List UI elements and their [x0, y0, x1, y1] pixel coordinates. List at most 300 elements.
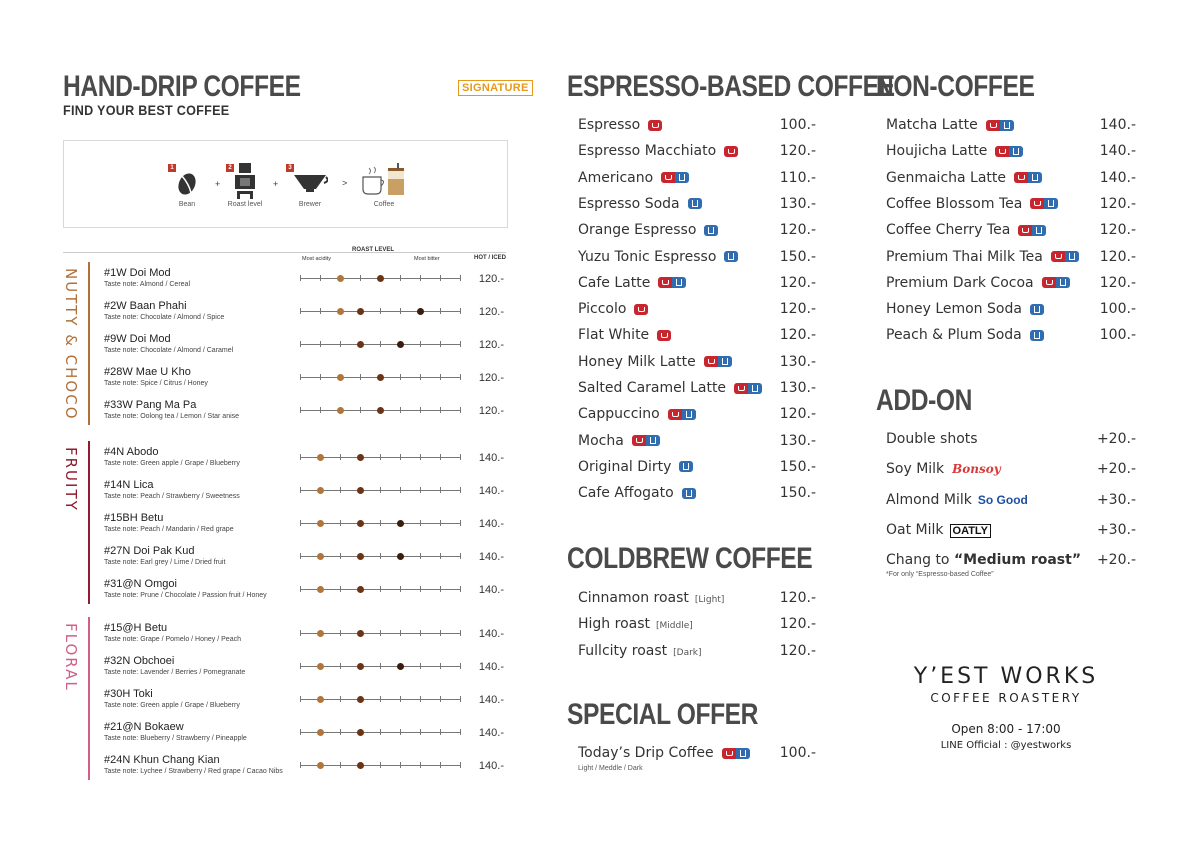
roast-level-dot: [397, 553, 404, 560]
iced-icon: [679, 461, 693, 472]
roast-level-dot: [357, 520, 364, 527]
special-item-name: Today’s Drip Coffee: [578, 745, 714, 761]
menu-item-name: Coffee Blossom Tea: [886, 195, 1023, 212]
roast-tick: [380, 729, 381, 735]
menu-item: [578, 354, 732, 370]
hot-iced-icons: [658, 277, 686, 288]
hot-icon: [661, 172, 675, 183]
bean-price: 140.-: [478, 551, 504, 563]
roast-tick: [300, 520, 301, 526]
roast-tick: [380, 454, 381, 460]
coldbrew-item-name: High roast: [578, 616, 651, 633]
milk-brand-logo: Bonsoy: [952, 462, 1001, 477]
roast-tick: [460, 696, 461, 702]
bean-price: 140.-: [478, 760, 504, 772]
roast-tick: [380, 487, 381, 493]
taste-note-prefix: Taste note:: [104, 669, 139, 676]
roast-tick: [460, 275, 461, 281]
menu-item: [578, 196, 702, 212]
roast-tick: [380, 696, 381, 702]
roast-level-dot: [317, 663, 324, 670]
menu-item: [886, 249, 1079, 265]
coffee-cups-icon: [360, 163, 410, 202]
hot-iced-icons: [657, 330, 671, 341]
bean-price: 120.-: [478, 405, 504, 417]
bean-taste-note: [104, 380, 208, 387]
roast-tick: [460, 374, 461, 380]
roast-level-dot: [337, 374, 344, 381]
menu-item-name: Cappuccino: [578, 406, 660, 423]
roast-tick: [360, 407, 361, 413]
taste-note-prefix: Taste note:: [104, 559, 139, 566]
menu-item-name: Genmaicha Latte: [886, 169, 1007, 186]
roast-tick: [420, 341, 421, 347]
menu-item-price: 120.-: [1099, 274, 1136, 291]
menu-item-price: 150.-: [779, 458, 816, 475]
roast-tick: [400, 407, 401, 413]
bean-taste-note: [104, 314, 224, 321]
milk-brand-logo: OATLY: [950, 524, 991, 538]
roast-tick: [380, 663, 381, 669]
roast-level-dot: [377, 275, 384, 282]
taste-note-prefix: Taste note:: [104, 460, 139, 467]
menu-item: [578, 117, 662, 133]
hot-iced-icons: [648, 120, 662, 131]
roast-tick: [440, 553, 441, 559]
roast-tick: [380, 586, 381, 592]
taste-note-prefix: Taste note:: [104, 380, 139, 387]
hot-iced-icons: [1030, 198, 1058, 209]
plus-sign: +: [273, 179, 279, 189]
taste-note-value: Chocolate / Almond / Spice: [140, 314, 225, 321]
opening-hours: Open 8:00 - 17:00: [951, 722, 1061, 736]
roast-tick: [440, 374, 441, 380]
roast-tick: [300, 275, 301, 281]
plus-sign: +: [215, 179, 221, 189]
coldbrew-item-name: Cinnamon roast: [578, 590, 689, 606]
header-divider: [63, 252, 506, 253]
roast-level-dot: [317, 586, 324, 593]
menu-item-price: 120.-: [779, 327, 816, 344]
roast-level-dot: [377, 374, 384, 381]
iced-icon: [672, 277, 686, 288]
bean-price: 140.-: [478, 694, 504, 706]
roast-tick: [380, 341, 381, 347]
roast-tick: [300, 407, 301, 413]
taste-note-value: Oolong tea / Lemon / Star anise: [140, 413, 240, 420]
step-label-roast: Roast level: [227, 201, 263, 208]
menu-item-price: 120.-: [779, 406, 816, 423]
roast-tick: [380, 308, 381, 314]
roast-tick: [340, 454, 341, 460]
roast-level-dot: [397, 663, 404, 670]
roast-tick: [320, 374, 321, 380]
menu-item-name: Americano: [578, 169, 654, 186]
espresso-title: ESPRESSO-BASED COFFEE: [567, 70, 895, 103]
taste-note-prefix: Taste note:: [104, 592, 139, 599]
roast-tick: [460, 553, 461, 559]
taste-note-prefix: Taste note:: [104, 493, 139, 500]
hot-icon: [1030, 198, 1044, 209]
bean-name: #1W Doi Mod: [104, 267, 171, 279]
brand-logo-text: Y’EST WORKS: [913, 664, 1099, 689]
roaster-icon: [231, 161, 259, 204]
addon-item-price: +30.-: [1096, 491, 1136, 508]
roast-tick: [400, 487, 401, 493]
step-label-bean: Bean: [178, 201, 196, 208]
roast-tick: [300, 630, 301, 636]
menu-item: [886, 275, 1070, 291]
hot-icon: [668, 409, 682, 420]
roast-level-dot: [317, 454, 324, 461]
roast-tick: [420, 454, 421, 460]
bean-name: #33W Pang Ma Pa: [104, 399, 197, 411]
iced-icon: [704, 225, 718, 236]
coldbrew-item-price: 120.-: [779, 642, 816, 659]
bean-taste-note: [104, 702, 240, 709]
brew-diagram: [63, 140, 508, 228]
addon-item-name: Almond Milk: [886, 491, 972, 508]
bean-taste-note: [104, 460, 240, 467]
roast-tick: [420, 407, 421, 413]
menu-item-name: Yuzu Tonic Espresso: [578, 248, 717, 265]
roast-tick: [340, 341, 341, 347]
menu-item-price: 100.-: [779, 117, 816, 133]
roast-level-dot: [317, 729, 324, 736]
roast-tick: [420, 729, 421, 735]
roast-most-bitter: Most bitter: [414, 256, 440, 262]
roast-tick: [460, 454, 461, 460]
roast-tick: [300, 553, 301, 559]
bean-taste-note: [104, 559, 225, 566]
menu-item-price: 120.-: [1099, 222, 1136, 239]
roast-level-dot: [357, 341, 364, 348]
bean-taste-note: [104, 281, 190, 288]
change-roast-highlight: “Medium roast”: [953, 552, 1082, 568]
signature-badge: SIGNATURE: [458, 80, 533, 96]
iced-icon: [724, 251, 738, 262]
roast-tick: [360, 374, 361, 380]
taste-note-value: Lychee / Strawberry / Red grape / Cacao Nibs: [140, 768, 283, 775]
change-roast-price: +20.-: [1096, 552, 1136, 568]
roast-tick: [420, 553, 421, 559]
roast-tick: [460, 520, 461, 526]
roast-tick: [440, 275, 441, 281]
iced-icon: [682, 488, 696, 499]
roast-tick: [420, 275, 421, 281]
roast-tick: [440, 696, 441, 702]
roast-level-dot: [357, 729, 364, 736]
addon-item: [886, 431, 978, 447]
menu-item: [578, 170, 689, 186]
taste-note-prefix: Taste note:: [104, 526, 139, 533]
step-label-coffee: Coffee: [373, 201, 395, 208]
roast-tick: [420, 762, 421, 768]
roast-tick: [300, 729, 301, 735]
arrow-sign: >: [342, 178, 348, 188]
menu-item-name: Orange Espresso: [578, 222, 697, 239]
roast-tick: [420, 663, 421, 669]
hot-icon: [704, 356, 718, 367]
bean-taste-note: [104, 526, 234, 533]
handdrip-title: HAND-DRIP COFFEE: [63, 70, 301, 103]
special-title: SPECIAL OFFER: [567, 698, 759, 731]
roast-tick: [460, 729, 461, 735]
hot-iced-icons: [986, 120, 1014, 131]
bean-name: #15BH Betu: [104, 512, 164, 524]
roast-level-dot: [377, 407, 384, 414]
roast-level-dot: [337, 407, 344, 414]
roast-tick: [360, 275, 361, 281]
roast-tick: [300, 341, 301, 347]
roast-tick: [460, 630, 461, 636]
hot-iced-icons: [704, 225, 718, 236]
bean-name: #2W Baan Phahi: [104, 300, 187, 312]
category-bar: [88, 441, 90, 604]
roast-level-dot: [357, 663, 364, 670]
dripper-icon: [292, 173, 328, 200]
menu-item-price: 100.-: [1099, 301, 1136, 318]
bean-name: #31@N Omgoi: [104, 578, 177, 590]
roast-tag: [Dark]: [673, 647, 702, 658]
iced-icon: [1056, 277, 1070, 288]
iced-icon: [688, 198, 702, 209]
special-item-price: 100.-: [779, 745, 816, 761]
roast-tick: [340, 630, 341, 636]
bean-name: #28W Mae U Kho: [104, 366, 191, 378]
roast-tick: [440, 454, 441, 460]
menu-item-name: Original Dirty: [578, 458, 672, 475]
category-bar: [88, 617, 90, 780]
menu-item-price: 120.-: [779, 222, 816, 239]
taste-note-value: Blueberry / Strawberry / Pineapple: [140, 735, 247, 742]
bean-taste-note: [104, 493, 240, 500]
addon-item-name: Oat Milk: [886, 521, 944, 538]
menu-item: [886, 143, 1023, 159]
roast-level-dot: [357, 308, 364, 315]
menu-item: [578, 406, 696, 422]
bean-price: 140.-: [478, 661, 504, 673]
taste-note-prefix: Taste note:: [104, 735, 139, 742]
menu-item: [578, 275, 686, 291]
roast-tick: [380, 520, 381, 526]
hot-icon: [648, 120, 662, 131]
menu-item: [578, 433, 660, 449]
hot-icon: [734, 383, 748, 394]
hot-icon: [995, 146, 1009, 157]
menu-item-price: 130.-: [779, 195, 816, 212]
roast-tick: [460, 407, 461, 413]
taste-note-prefix: Taste note:: [104, 281, 139, 288]
roast-tick: [420, 630, 421, 636]
roast-tick: [420, 696, 421, 702]
menu-item-price: 130.-: [779, 353, 816, 370]
roast-tick: [420, 520, 421, 526]
menu-item-price: 130.-: [779, 380, 816, 396]
bean-taste-note: [104, 735, 247, 742]
hot-iced-icons: [1051, 251, 1079, 262]
taste-note-prefix: Taste note:: [104, 636, 139, 643]
menu-item-price: 120.-: [1099, 248, 1136, 265]
roast-tick: [320, 407, 321, 413]
roast-tick: [400, 308, 401, 314]
step-number-3: 3: [286, 164, 294, 172]
menu-item-name: Cafe Affogato: [578, 485, 674, 502]
hot-icon: [658, 277, 672, 288]
taste-note-value: Prune / Chocolate / Passion fruit / Honey: [140, 592, 267, 599]
roast-tick: [440, 663, 441, 669]
bean-taste-note: [104, 669, 245, 676]
menu-item-price: 140.-: [1099, 143, 1136, 160]
taste-note-value: Spice / Citrus / Honey: [140, 380, 208, 387]
menu-item: [578, 485, 696, 501]
change-roast-item: [886, 552, 1081, 568]
roast-tick: [460, 663, 461, 669]
taste-note-value: Almond / Cereal: [139, 281, 191, 288]
hot-icon: [1018, 225, 1032, 236]
roast-tick: [340, 553, 341, 559]
hot-iced-icons: [1018, 225, 1046, 236]
menu-item-price: 140.-: [1099, 117, 1136, 133]
menu-item-name: Espresso Soda: [578, 195, 680, 212]
menu-item-name: Houjicha Latte: [886, 143, 988, 160]
menu-item: [886, 170, 1042, 186]
roast-tick: [400, 729, 401, 735]
hot-icon: [634, 304, 648, 315]
hot-icon: [1014, 172, 1028, 183]
roast-level-dot: [357, 762, 364, 769]
taste-note-prefix: Taste note:: [104, 768, 139, 775]
menu-item: [578, 380, 762, 396]
menu-item-name: Matcha Latte: [886, 117, 978, 133]
roast-tick: [320, 341, 321, 347]
roast-tick: [400, 374, 401, 380]
bean-icon: [172, 169, 202, 204]
menu-item: [578, 249, 738, 265]
roast-level-dot: [397, 341, 404, 348]
roast-level-dot: [317, 696, 324, 703]
roast-tick: [300, 586, 301, 592]
hot-iced-icons: [634, 304, 648, 315]
bean-name: #21@N Bokaew: [104, 721, 184, 733]
bean-name: #27N Doi Pak Kud: [104, 545, 195, 557]
roast-tick: [440, 407, 441, 413]
hot-iced-header: HOT / ICED: [474, 255, 507, 261]
taste-note-prefix: Taste note:: [104, 413, 139, 420]
bean-taste-note: [104, 592, 267, 599]
hot-iced-icons: [1042, 277, 1070, 288]
roast-tick: [380, 762, 381, 768]
hot-icon: [632, 435, 646, 446]
special-item: [578, 745, 750, 761]
roast-tick: [300, 487, 301, 493]
coldbrew-item-price: 120.-: [779, 616, 816, 633]
menu-item-price: 110.-: [779, 169, 816, 186]
hot-iced-icons: [722, 748, 750, 759]
taste-note-value: Green apple / Grape / Blueberry: [140, 460, 240, 467]
roast-tag: [Middle]: [656, 621, 693, 632]
menu-item-name: Flat White: [578, 327, 650, 344]
iced-icon: [675, 172, 689, 183]
addon-item-price: +30.-: [1096, 521, 1136, 538]
roast-tick: [400, 454, 401, 460]
addon-item-name: Soy Milk: [886, 461, 945, 478]
roast-level-dot: [397, 520, 404, 527]
hot-iced-icons: [682, 488, 696, 499]
taste-note-value: Lavender / Berries / Pomegranate: [140, 669, 246, 676]
iced-icon: [1028, 172, 1042, 183]
roast-tick: [340, 487, 341, 493]
roast-level-dot: [317, 762, 324, 769]
roast-tick: [400, 630, 401, 636]
menu-item-price: 120.-: [779, 274, 816, 291]
menu-item-name: Piccolo: [578, 301, 627, 318]
roast-tick: [400, 586, 401, 592]
roast-tick: [320, 275, 321, 281]
iced-icon: [1030, 330, 1044, 341]
roast-tick: [340, 762, 341, 768]
category-label: FLORAL: [62, 623, 80, 692]
menu-item: [578, 459, 693, 475]
roast-level-dot: [357, 454, 364, 461]
taste-note-value: Earl grey / Lime / Dried fruit: [140, 559, 226, 566]
roast-tick: [440, 341, 441, 347]
coldbrew-item-price: 120.-: [779, 590, 816, 606]
iced-icon: [1030, 304, 1044, 315]
roast-tick: [300, 454, 301, 460]
hot-icon: [657, 330, 671, 341]
roast-tick: [420, 374, 421, 380]
taste-note-value: Peach / Mandarin / Red grape: [140, 526, 234, 533]
addon-item: [886, 461, 1001, 477]
menu-item-name: Peach & Plum Soda: [886, 327, 1022, 344]
hot-iced-icons: [995, 146, 1023, 157]
hot-iced-icons: [661, 172, 689, 183]
menu-item-price: 150.-: [779, 485, 816, 502]
hot-iced-icons: [668, 409, 696, 420]
taste-note-value: Green apple / Grape / Blueberry: [140, 702, 240, 709]
menu-item-name: Mocha: [578, 432, 624, 449]
roast-tick: [300, 308, 301, 314]
bean-price: 140.-: [478, 584, 504, 596]
roast-level-dot: [357, 553, 364, 560]
roast-tick: [460, 762, 461, 768]
bean-price: 120.-: [478, 339, 504, 351]
milk-brand-logo: So Good: [977, 492, 1028, 507]
hot-iced-icons: [724, 251, 738, 262]
step-number-1: 1: [168, 164, 176, 172]
roast-tick: [440, 487, 441, 493]
roast-tick: [380, 553, 381, 559]
roast-tick: [460, 586, 461, 592]
menu-item-name: Espresso: [578, 117, 641, 133]
addon-item-name: Double shots: [886, 431, 978, 447]
hot-iced-icons: [724, 146, 738, 157]
bean-price: 120.-: [478, 306, 504, 318]
hot-iced-icons: [1030, 304, 1044, 315]
menu-item-name: Premium Thai Milk Tea: [886, 248, 1043, 265]
roast-tick: [300, 663, 301, 669]
roast-level-dot: [417, 308, 424, 315]
coldbrew-item: [578, 590, 724, 606]
hot-icon: [724, 146, 738, 157]
bean-name: #32N Obchoei: [104, 655, 175, 667]
addon-item-price: +20.-: [1096, 461, 1136, 478]
bean-price: 120.-: [478, 273, 504, 285]
bean-name: #30H Toki: [104, 688, 153, 700]
roast-tick: [440, 520, 441, 526]
iced-icon: [682, 409, 696, 420]
